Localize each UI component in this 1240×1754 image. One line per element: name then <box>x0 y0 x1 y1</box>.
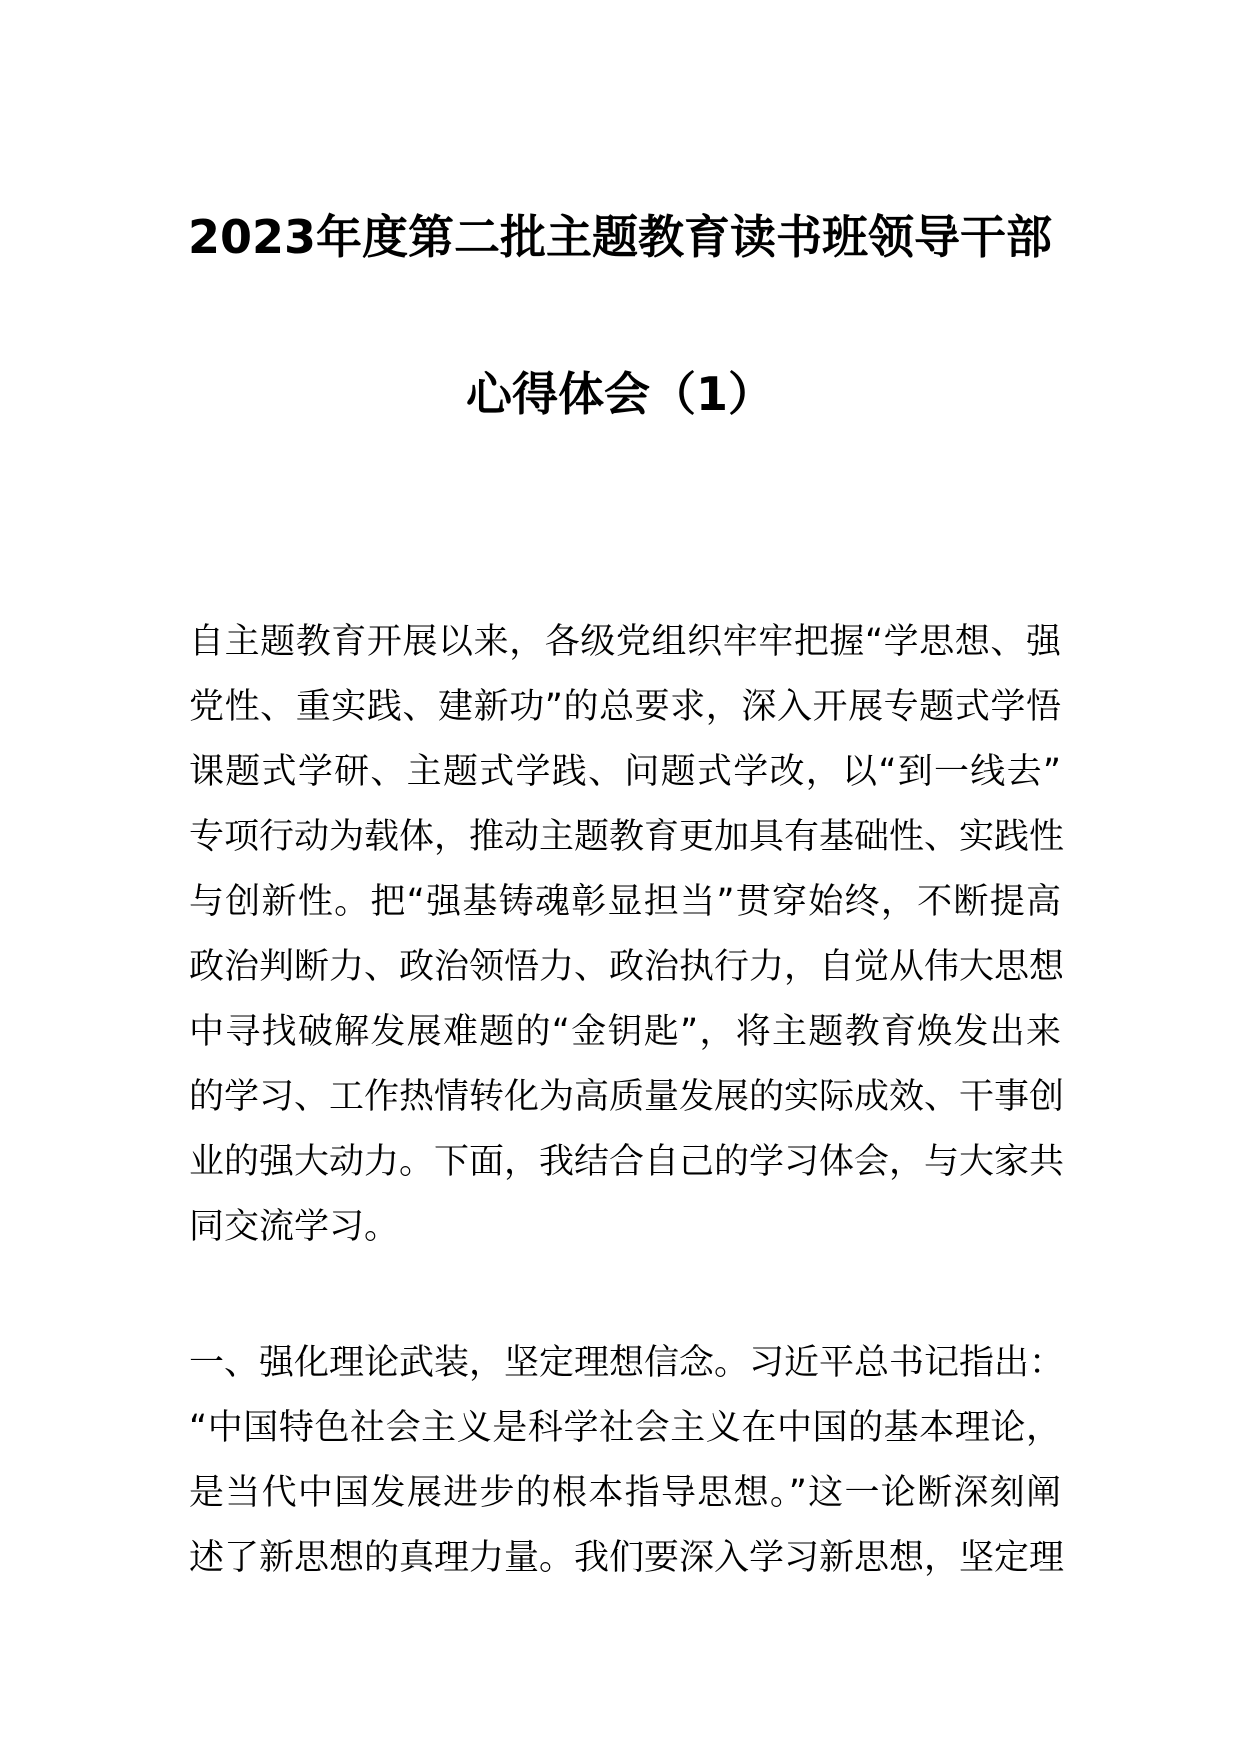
text-line: 业的强大动力。下面，我结合自己的学习体会，与大家共 <box>189 1142 1065 1182</box>
text-line: 党性、重实践、建新功”的总要求，深入开展专题式学悟 <box>189 687 1061 727</box>
document-title-line-2: 心得体会（1） <box>465 367 774 421</box>
text-line: 与创新性。把“强基铸魂彰显担当”贯穿始终，不断提高 <box>189 882 1061 922</box>
text-line: 政治判断力、政治领悟力、政治执行力，自觉从伟大思想 <box>189 947 1065 987</box>
text-line: 的学习、工作热情转化为高质量发展的实际成效、干事创 <box>189 1077 1065 1117</box>
text-line: 专项行动为载体，推动主题教育更加具有基础性、实践性 <box>189 817 1065 857</box>
text-line: 中寻找破解发展难题的“金钥匙”，将主题教育焕发出来 <box>189 1012 1061 1052</box>
text-line: 一、强化理论武装，坚定理想信念。习近平总书记指出： <box>189 1343 1065 1383</box>
text-line: “中国特色社会主义是科学社会主义在中国的基本理论， <box>189 1408 1061 1448</box>
text-line: 课题式学研、主题式学践、问题式学改，以“到一线去” <box>189 752 1061 792</box>
text-line: 自主题教育开展以来，各级党组织牢牢把握“学思想、强 <box>189 622 1061 662</box>
text-line: 同交流学习。 <box>189 1207 400 1247</box>
text-line: 述了新思想的真理力量。我们要深入学习新思想，坚定理 <box>189 1538 1065 1578</box>
document-title-line-1: 2023年度第二批主题教育读书班领导干部 <box>187 210 1053 264</box>
text-line: 是当代中国发展进步的根本指导思想。”这一论断深刻阐 <box>189 1473 1061 1513</box>
